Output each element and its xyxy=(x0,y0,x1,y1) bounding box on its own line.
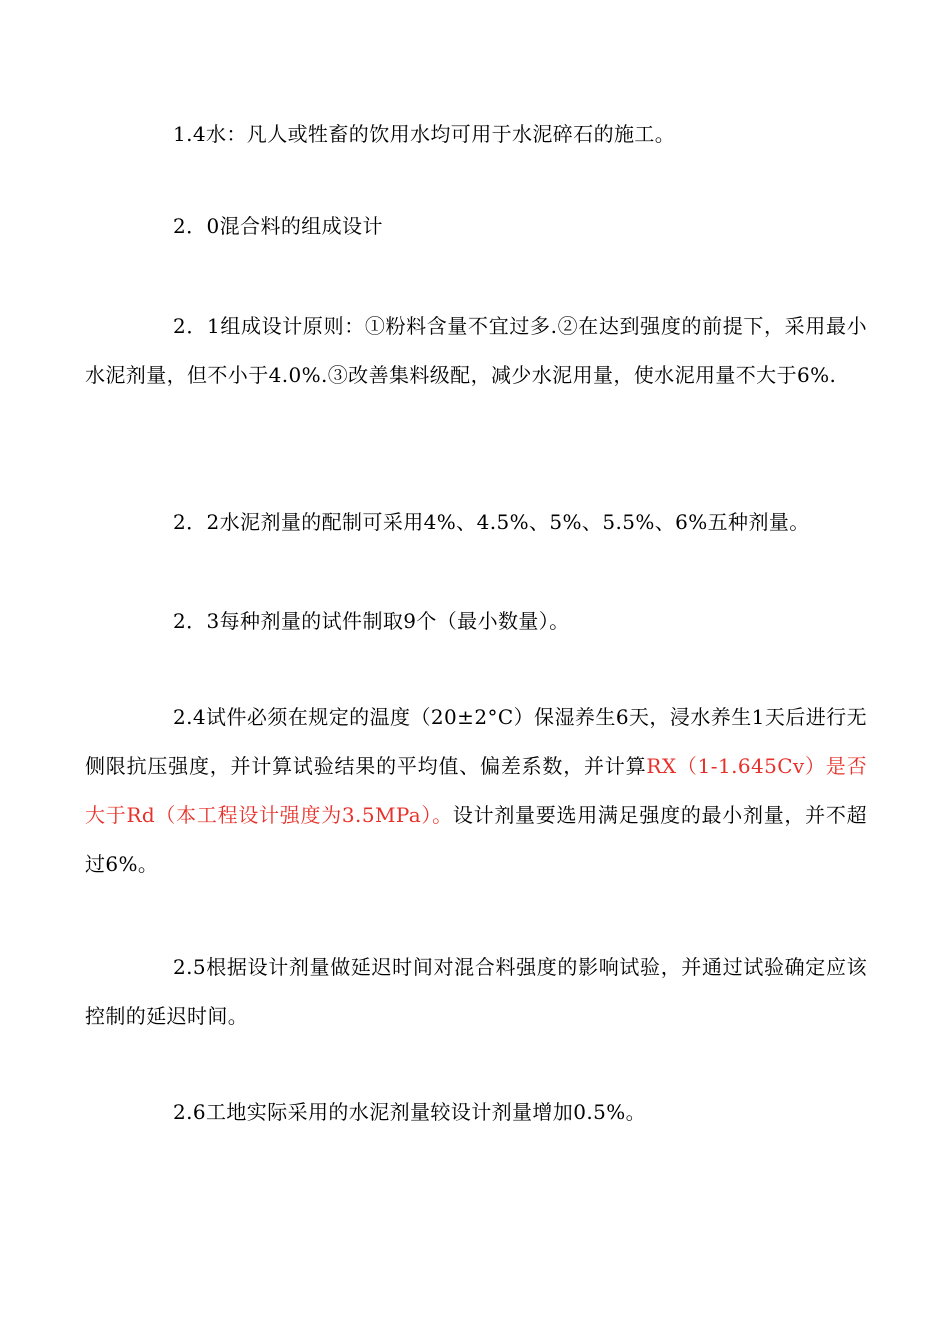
paragraph-delay-time: 2.5根据设计剂量做延迟时间对混合料强度的影响试验，并通过试验确定应该控制的延迟时间。 xyxy=(85,955,867,1028)
paragraph-specimen-curing xyxy=(85,693,867,889)
paragraph-specimen-count: 2．3每种剂量的试件制取9个（最小数量）。 xyxy=(173,609,570,633)
paragraph-water: 1.4水：凡人或牲畜的饮用水均可用于水泥碎石的施工。 xyxy=(173,122,676,146)
paragraph-mix-design-heading: 2．0混合料的组成设计 xyxy=(173,214,383,238)
paragraph-cement-dosage: 2．2水泥剂量的配制可采用4%、4.5%、5%、5.5%、6%五种剂量。 xyxy=(173,510,810,534)
paragraph-site-dosage: 2.6工地实际采用的水泥剂量较设计剂量增加0.5%。 xyxy=(173,1100,647,1124)
strength-formula-highlight: RX（1-1.645Cv）是否大于Rd（本工程设计强度为3.5MPa）。 xyxy=(85,754,867,827)
paragraph-design-principles: 2．1组成设计原则：①粉料含量不宜过多.②在达到强度的前提下，采用最小水泥剂量，但不小于4.0%.③改善集料级配，减少水泥用量，使水泥用量不大于6%. xyxy=(85,314,867,387)
curing-text-before: 2.4试件必须在规定的温度（20±2°C）保湿养生6天，浸水养生1天后进行无侧限抗压强度，并计算试验结果的平均值、偏差系数，并计算 xyxy=(85,705,867,778)
curing-text-after: 设计剂量要选用满足强度的最小剂量，并不超过6%。 xyxy=(85,803,868,876)
